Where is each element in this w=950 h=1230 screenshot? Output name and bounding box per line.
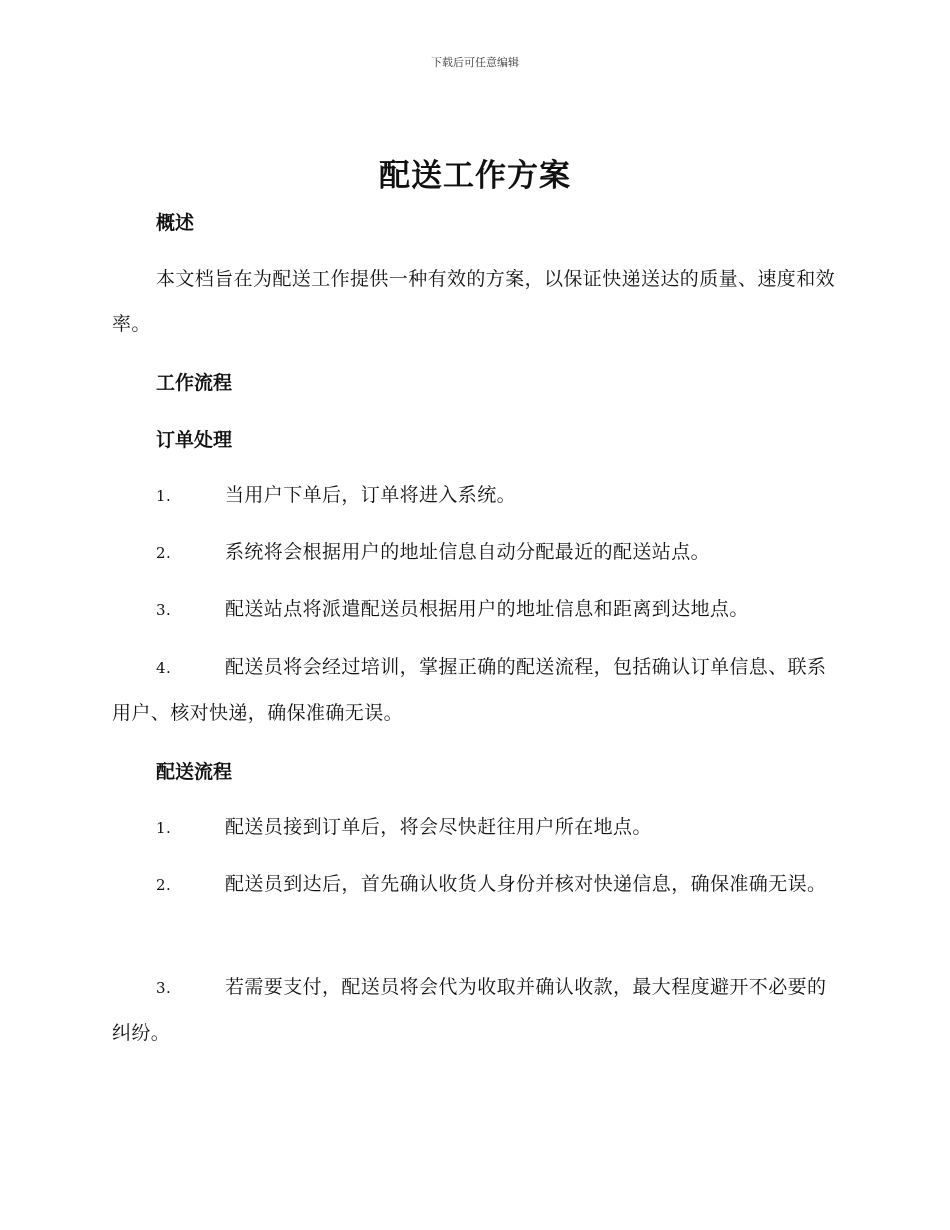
list-item	[112, 862, 842, 908]
header-note: 下载后可任意编辑	[431, 56, 519, 69]
list-item	[112, 805, 842, 851]
overview-paragraph: 本文档旨在为配送工作提供一种有效的方案，以保证快递送达的质量、速度和效率。	[112, 268, 836, 335]
list-item-text: 配送员将会经过培训，掌握正确的配送流程，包括确认订单信息、联系用户、核对快递，确保准确无误。	[112, 656, 827, 724]
list-item-text: 配送站点将派遣配送员根据用户的地址信息和距离到达地点。	[225, 598, 749, 620]
list-item-number: 3.	[156, 601, 172, 619]
section-heading-delivery-process: 配送流程	[156, 761, 233, 783]
list-item	[112, 645, 842, 736]
document-title: 配送工作方案	[379, 158, 571, 194]
list-item-number: 1.	[156, 819, 172, 837]
list-item-number: 1.	[156, 487, 172, 505]
list-item	[112, 587, 842, 633]
section-heading-workflow: 工作流程	[156, 372, 233, 394]
section-heading-order-processing: 订单处理	[156, 429, 233, 451]
list-item	[112, 965, 842, 1056]
list-item-number: 2.	[156, 876, 172, 894]
list-item-number: 4.	[156, 659, 172, 677]
list-item-text: 配送员接到订单后，将会尽快赶往用户所在地点。	[225, 816, 652, 838]
list-item-text: 若需要支付，配送员将会代为收取并确认收款，最大程度避开不必要的纠纷。	[112, 976, 827, 1044]
list-item-text: 系统将会根据用户的地址信息自动分配最近的配送站点。	[225, 541, 711, 563]
section-heading-overview: 概述	[156, 212, 195, 234]
list-item	[112, 530, 842, 576]
list-item-text: 配送员到达后，首先确认收货人身份并核对快递信息，确保准确无误。	[225, 873, 827, 895]
list-item-number: 3.	[156, 979, 172, 997]
list-item	[112, 473, 842, 519]
list-item-text: 当用户下单后，订单将进入系统。	[225, 484, 517, 506]
list-item-number: 2.	[156, 544, 172, 562]
